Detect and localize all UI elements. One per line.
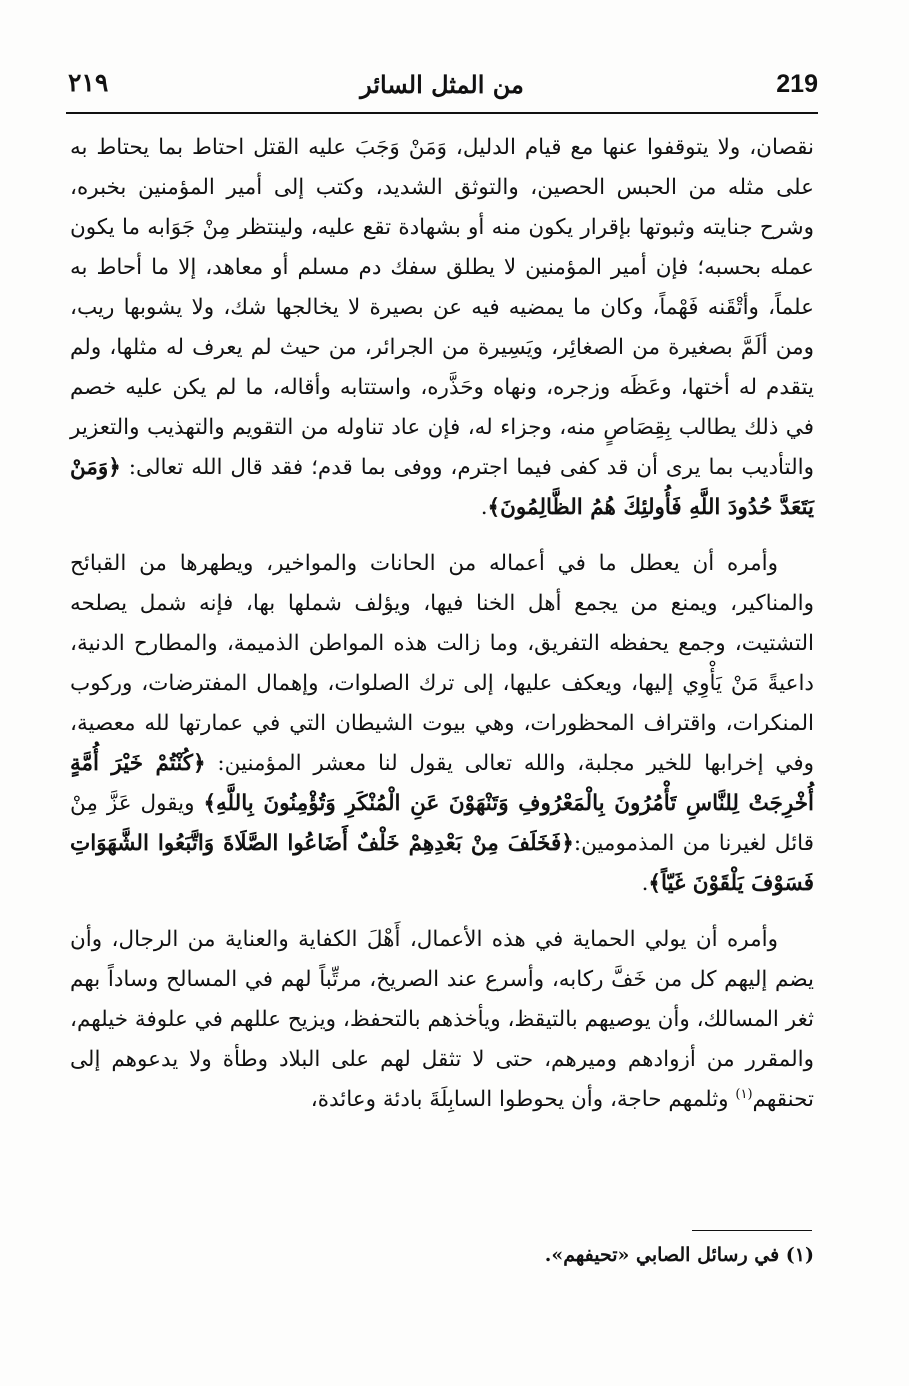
quran-verse: ﴿وَمَنْ يَتَعَدَّ حُدُودَ اللَّهِ فَأُولئِكَ هُمُ الظَّالِمُونَ﴾	[70, 455, 814, 520]
page-number-latin: 219	[776, 70, 818, 98]
paragraph-1-end: .	[480, 495, 488, 520]
paragraph-3-text-cont: وثلمهم حاجة، وأن يحوطوا السابِلَةَ بادئة وعائدة،	[310, 1087, 729, 1112]
paragraph-3	[70, 920, 814, 1120]
footnote-rule	[692, 1230, 812, 1231]
paragraph-2-end: .	[641, 871, 649, 896]
header-rule	[66, 112, 818, 114]
footnote: (١) في رسائل الصابي «تحيفهم».	[544, 1244, 814, 1266]
quran-verse: ﴿كُنْتُمْ خَيْرَ أُمَّةٍ أُخْرِجَتْ لِلنَّاسِ تَأْمُرُونَ بِالْمَعْرُوفِ وَتَنْهَوْنَ عَنِ الْمُنْكَرِ وَتُؤْمِنُونَ بِاللَّهِ﴾	[70, 751, 815, 816]
quran-verse: ﴿فَخَلَفَ مِنْ بَعْدِهِمْ خَلْفٌ أَضَاعُوا الصَّلَاةَ وَاتَّبَعُوا الشَّهَوَاتِ فَسَوْفَ يَلْقَوْنَ غَيّاً﴾	[70, 831, 814, 896]
paragraph-3-text: وأمره أن يولي الحماية في هذه الأعمال، أَهْلَ الكفاية والعناية من الرجال، وأن يضم إليهم كل من خَفَّ ركابه، وأسرع عند الصريخ، مرتِّباً لهم في المسالح وساداً بهم ثغر المسالك، وأن يوصيهم بالتيقظ، ويأخذهم بالتحفظ، ويزيح عللهم في علوفة خيلهم، والمقرر من أزوادهم وميرهم، حتى لا تثقل لهم على البلاد وطأة ولا يدعوهم إلى تحنقهم	[70, 927, 814, 1112]
main-text	[70, 128, 814, 1120]
paragraph-1-text: نقصان، ولا يتوقفوا عنها مع قيام الدليل، وَمَنْ وَجَبَ عليه القتل احتاط بما يحتاط به على مثله من الحبس الحصين، والتوثق الشديد، وكتب إلى أمير المؤمنين بخبره، وشرح جنايته وثبوتها بإقرار يكون منه أو بشهادة تقع عليه، ولينتظر مِنْ جَوَابه ما يكون عمله بحسبه؛ فإن أمير المؤمنين لا يطلق سفك دم مسلم أو معاهد، إلا ما أحاط به علماً، وأتْقَنه فَهْماً، وكان ما يمضيه فيه عن بصيرة لا يخالجها شك، ولا يشوبها ريب، ومن ألَمَّ بصغيرة من الصغائِر، ويَسِيرة من الجرائر، من حيث لم يعرف له مثلها، ولم يتقدم له أختها، وعَظَه وزجره، ونهاه وحَذَّره، واستتابه وأقاله، ما لم يكن عليه خصم في ذلك يطالب بِقِصَاصٍ منه، وجزاء له، فإن عاد تناوله من التقويم والتهذيب والتعزير والتأديب بما يرى أن قد كفى فيما اجترم، ووفى بما قدم؛ فقد قال الله تعالى:	[70, 135, 814, 480]
page-number-arabic: ٢١٩	[68, 68, 109, 97]
paragraph-2-text: وأمره أن يعطل ما في أعماله من الحانات والمواخير، ويطهرها من القبائح والمناكير، ويمنع من يجمع أهل الخنا فيها، ويؤلف شملها بها، فإنه شمل يصلحه التشتيت، وجمع يحفظه التفريق، وما زالت هذه المواطن الذميمة، والمطارح الدنية، داعيةً مَنْ يَأْوِي إليها، ويعكف عليها، إلى ترك الصلوات، وإهمال المفترضات، وركوب المنكرات، واقتراف المحظورات، وهي بيوت الشيطان التي في عمارتها لله معصية، وفي إخرابها للخير مجلبة، والله تعالى يقول لنا معشر المؤمنين:	[70, 551, 815, 776]
paragraph-2	[70, 544, 814, 904]
page-header	[66, 64, 818, 108]
paragraph-2-text-cont: ويقول عَزَّ مِنْ قائل لغيرنا من المذمومين:	[70, 791, 815, 856]
running-title: من المثل السائر	[360, 70, 524, 99]
footnote-reference[interactable]: (١)	[735, 1086, 753, 1102]
paragraph-1	[70, 128, 814, 528]
